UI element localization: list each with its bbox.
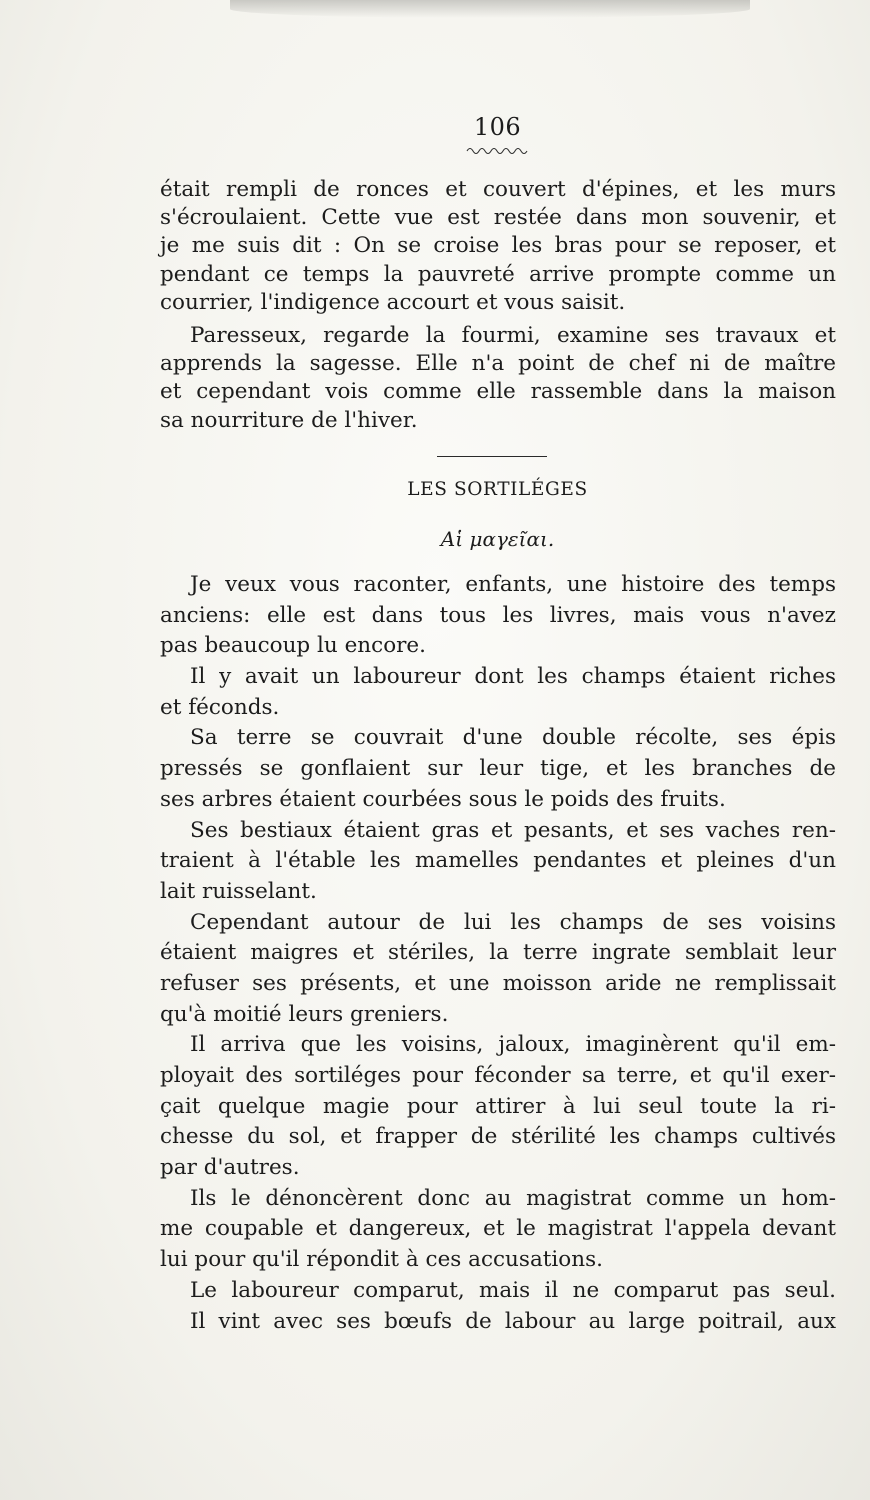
text-line: pressés se gonflaient sur leur tige, et les branches de [160, 756, 836, 782]
text-line: Ses bestiaux étaient gras et pesants, et ses vaches ren- [190, 817, 836, 843]
story-text [160, 570, 836, 1337]
text-line: çait quelque magie pour attirer à lui seul toute la ri- [160, 1093, 836, 1119]
text-line: Le laboureur comparut, mais il ne comparut pas seul. [190, 1277, 836, 1303]
text-line: refuser ses présents, et une moisson aride ne remplissait [160, 970, 836, 996]
text-line: Il vint avec ses bœufs de labour au large poitrail, aux [190, 1308, 836, 1334]
section-title: LES SORTILÉGES [407, 479, 588, 500]
text-line: lait ruisselant. [160, 878, 317, 904]
section-subtitle-greek: Αἱ μαγεῖαι. [440, 527, 555, 551]
text-line: par d'autres. [160, 1155, 300, 1181]
text-line: était rempli de ronces et couvert d'épines, et les murs [160, 177, 836, 202]
text-line: sa nourriture de l'hiver. [160, 407, 418, 433]
text-line: courrier, l'indigence accourt et vous saisit. [160, 289, 626, 315]
text-line: pas beaucoup lu encore. [160, 633, 426, 659]
text-line: apprends la sagesse. Elle n'a point de chef ni de maître [160, 351, 836, 377]
paragraph-ant [160, 322, 836, 435]
text-line: et cependant vois comme elle rassemble dans la maison [160, 379, 836, 405]
text-line: Paresseux, regarde la fourmi, examine ses travaux et [190, 323, 836, 348]
text-line: me coupable et dangereux, et le magistrat l'appela devant [160, 1216, 836, 1242]
text-line: anciens: elle est dans tous les livres, mais vous n'avez [160, 602, 836, 628]
page-stain [230, 0, 750, 18]
text-line: je me suis dit : On se croise les bras pour se reposer, et [160, 233, 836, 259]
text-line: Je veux vous raconter, enfants, une histoire des temps [190, 572, 836, 597]
text-line: ployait des sortiléges pour féconder sa terre, et qu'il exer- [160, 1063, 836, 1088]
text-line: lui pour qu'il répondit à ces accusations. [160, 1247, 603, 1273]
text-line: ses arbres étaient courbées sous le poids des fruits. [160, 786, 726, 812]
section-divider [437, 456, 547, 457]
text-line: chesse du sol, et frapper de stérilité les champs cultivés [160, 1124, 836, 1150]
text-line: s'écroulaient. Cette vue est restée dans mon souvenir, et [160, 205, 836, 231]
text-line: et féconds. [160, 694, 280, 720]
text-line: pendant ce temps la pauvreté arrive prompte comme un [160, 261, 836, 287]
text-line: Il arriva que les voisins, jaloux, imaginèrent qu'il em- [190, 1032, 836, 1058]
text-line: qu'à moitié leurs greniers. [160, 1001, 449, 1027]
wavy-ornament-icon [466, 145, 528, 157]
text-line: Cependant autour de lui les champs de ses voisins [190, 909, 836, 935]
text-line: Sa terre se couvrait d'une double récolte, ses épis [190, 725, 836, 751]
page-number: 106 [473, 113, 522, 141]
text-line: Il y avait un laboureur dont les champs étaient riches [190, 664, 836, 690]
text-line: Ils le dénoncèrent donc au magistrat comme un hom- [190, 1185, 836, 1211]
text-line: traient à l'étable les mamelles pendantes et pleines d'un [160, 848, 836, 874]
paragraph-continuation [160, 176, 836, 317]
text-line: étaient maigres et stériles, la terre ingrate semblait leur [160, 940, 836, 966]
